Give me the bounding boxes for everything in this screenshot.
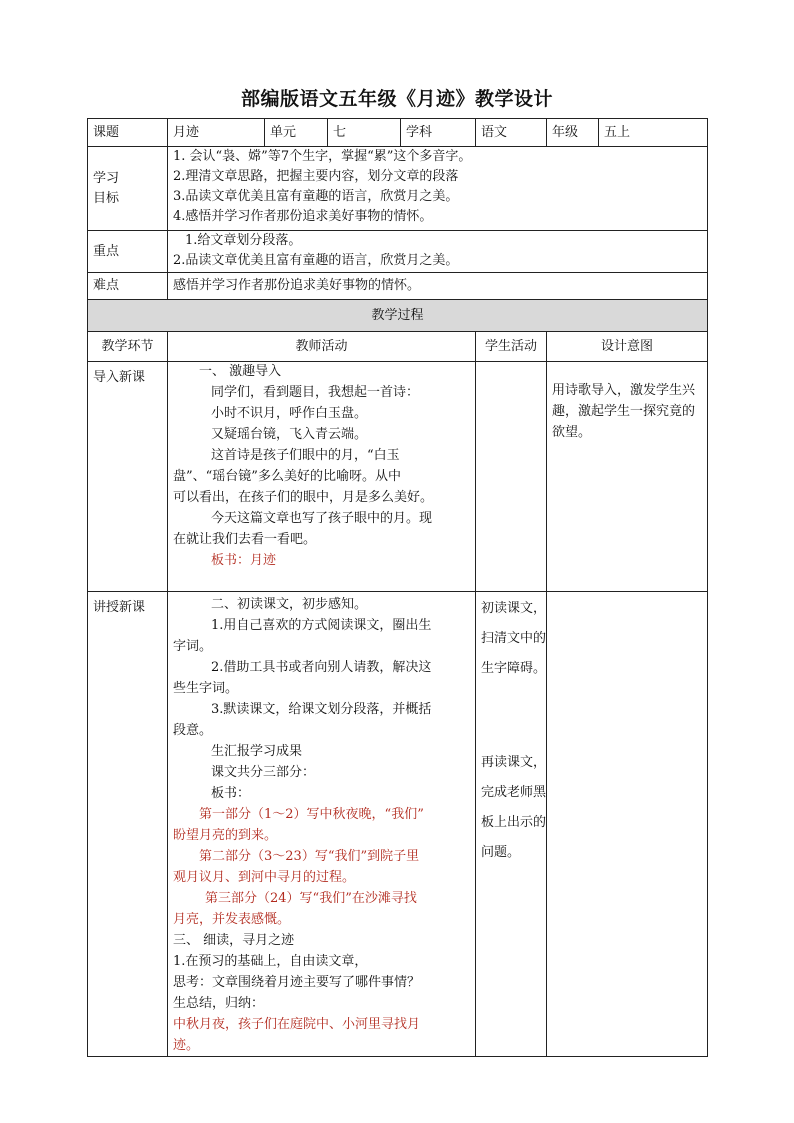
goal-item: 1. 会认“袅、嫦”等7个生字，掌握“累”这个多音字。: [173, 149, 472, 164]
process-header: 教学过程: [88, 300, 708, 332]
lesson-plan-table: [87, 118, 708, 1057]
difficulty-content: 感悟并学习作者那份追求美好事物的情怀。: [168, 273, 708, 300]
teaching-student-activity: 初读课文， 扫清文中的 生字障碍。 再读课文， 完成老师黑 板上出示的 问题。: [476, 592, 547, 1057]
topic-value: 月迹: [168, 119, 265, 147]
col-stage: 教学环节: [88, 332, 168, 362]
teaching-heading: 二、初读课文，初步感知。: [211, 597, 368, 612]
col-intent: 设计意图: [547, 332, 708, 362]
intro-design-intent: 用诗歌导入，激发学生兴趣，激起学生一探究竟的欲望。: [547, 362, 708, 592]
col-student: 学生活动: [476, 332, 547, 362]
intro-stage: 导入新课: [88, 362, 168, 592]
intro-section-row: [88, 362, 708, 592]
subject-value: 语文: [476, 119, 547, 147]
goals-label: 学习 目标: [88, 147, 168, 231]
unit-label: 单元: [265, 119, 328, 147]
col-teacher: 教师活动: [168, 332, 476, 362]
topic-label: 课题: [88, 119, 168, 147]
grade-value: 五上: [599, 119, 708, 147]
teaching-stage: 讲授新课: [88, 592, 168, 1057]
intro-teacher-activity: 一、 激趣导入 同学们，看到题目，我想起一首诗： 小时不识月，呼作白玉盘。 又疑瑶台镜，飞入青云端。 这首诗是孩子们眼中的月，“白玉 盘”、“瑶台镜”多么美好的比喻呀。从中 可以看出，在孩子们的眼中，月是多么美好。 今天这篇文章也写了孩子眼中的月。现 在就让我们去看一看吧。 板书：月迹: [168, 362, 476, 592]
teaching-teacher-activity: 二、初读课文，初步感知。 1.用自己喜欢的方式阅读课文，圈出生 字词。 2.借助工具书或者向别人请教，解决这 些生字词。 3.默读课文，给课文划分段落，并概括 段意。 生汇报学习成果 课文共分三部分： 板书： 第一部分（1～2）写中秋夜晚，“我们” 盼望月亮的到来。 第二部分（3～23）写“我们”到院子里 观月议月、到河中寻月的过程。 第三部分（24）写“我们”在沙滩寻找 月亮，并发表感慨。 三、 细读，寻月之迹 1.在预习的基础上，自由读文章， 思考：文章围绕着月迹主要写了哪件事情？ 生总结，归纳： 中秋月夜，孩子们在庭院中、小河里寻找月 迹。: [168, 592, 476, 1057]
difficulty-row: [88, 273, 708, 300]
document-title: 部编版语文五年级《月迹》教学设计: [240, 88, 553, 110]
process-header-row: [88, 300, 708, 332]
goals-content: [168, 147, 708, 231]
goal-item: 2.理清文章思路，把握主要内容，划分文章的段落: [173, 169, 459, 184]
key-label: 重点: [88, 231, 168, 273]
goal-item: 4.感悟并学习作者那份追求美好事物的情怀。: [173, 209, 433, 224]
key-content: [168, 231, 708, 273]
subject-label: 学科: [401, 119, 476, 147]
unit-value: 七: [328, 119, 401, 147]
difficulty-label: 难点: [88, 273, 168, 300]
key-points-row: [88, 231, 708, 273]
intro-heading: 一、 激趣导入: [199, 364, 282, 379]
key-item: 1.给文章划分段落。: [185, 233, 302, 248]
teaching-design-intent: [547, 592, 708, 1057]
process-columns-row: [88, 332, 708, 362]
intro-student-activity: [476, 362, 547, 592]
goal-item: 3.品读文章优美且富有童趣的语言，欣赏月之美。: [173, 189, 459, 204]
grade-label: 年级: [547, 119, 599, 147]
info-row: [88, 119, 708, 147]
teaching-section-row: [88, 592, 708, 1057]
goals-row: [88, 147, 708, 231]
key-item: 2.品读文章优美且富有童趣的语言，欣赏月之美。: [173, 253, 459, 268]
board-note: 板书：月迹: [211, 553, 277, 568]
